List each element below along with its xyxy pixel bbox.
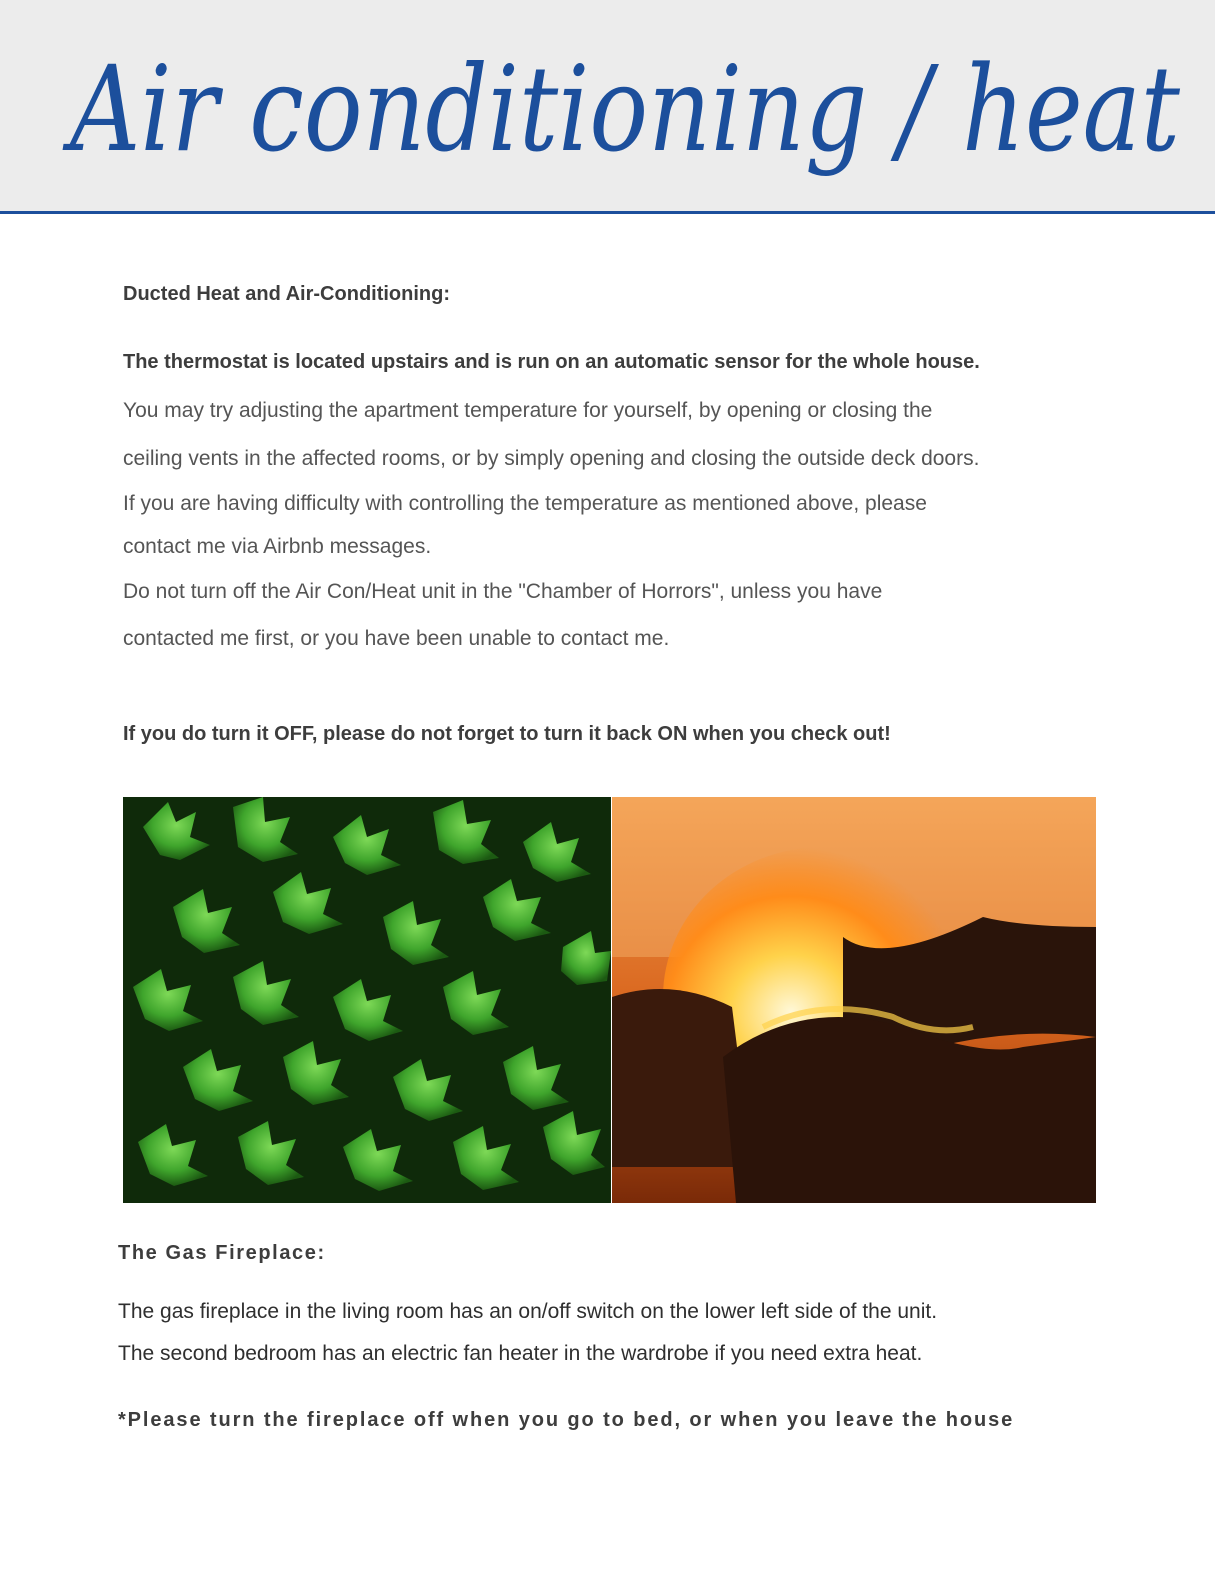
body-line: If you are having difficulty with controlling the temperature as mentioned above, please: [123, 492, 927, 515]
header-title: [0, 0, 1215, 211]
fireplace-flames-photo: [612, 797, 1096, 1203]
photo-strip: [123, 797, 1096, 1203]
ducted-heading: Ducted Heat and Air-Conditioning:: [123, 283, 451, 305]
thermostat-note: The thermostat is located upstairs and is run on an automatic sensor for the whole house.: [123, 351, 980, 373]
header-title-text: Air conditioning / heat: [62, 40, 1181, 178]
body-line: You may try adjusting the apartment temperature for yourself, by opening or closing the: [123, 399, 933, 422]
fireplace-note: *Please turn the fireplace off when you go to bed, or when you leave the house: [118, 1409, 1015, 1431]
fireplace-line: The second bedroom has an electric fan heater in the wardrobe if you need extra heat.: [118, 1342, 923, 1365]
body-line: Do not turn off the Air Con/Heat unit in the "Chamber of Horrors", unless you have: [123, 580, 883, 603]
fireplace-heading: The Gas Fireplace:: [118, 1242, 326, 1264]
body-line: contact me via Airbnb messages.: [123, 535, 432, 558]
header-banner: [0, 0, 1215, 214]
ivy-leaves-photo: [123, 797, 611, 1203]
body-line: ceiling vents in the affected rooms, or by simply opening and closing the outside deck doors.: [123, 447, 980, 470]
fireplace-line: The gas fireplace in the living room has an on/off switch on the lower left side of the unit.: [118, 1300, 938, 1323]
warning-text: If you do turn it OFF, please do not forget to turn it back ON when you check out!: [123, 723, 891, 745]
body-line: contacted me first, or you have been unable to contact me.: [123, 627, 670, 650]
